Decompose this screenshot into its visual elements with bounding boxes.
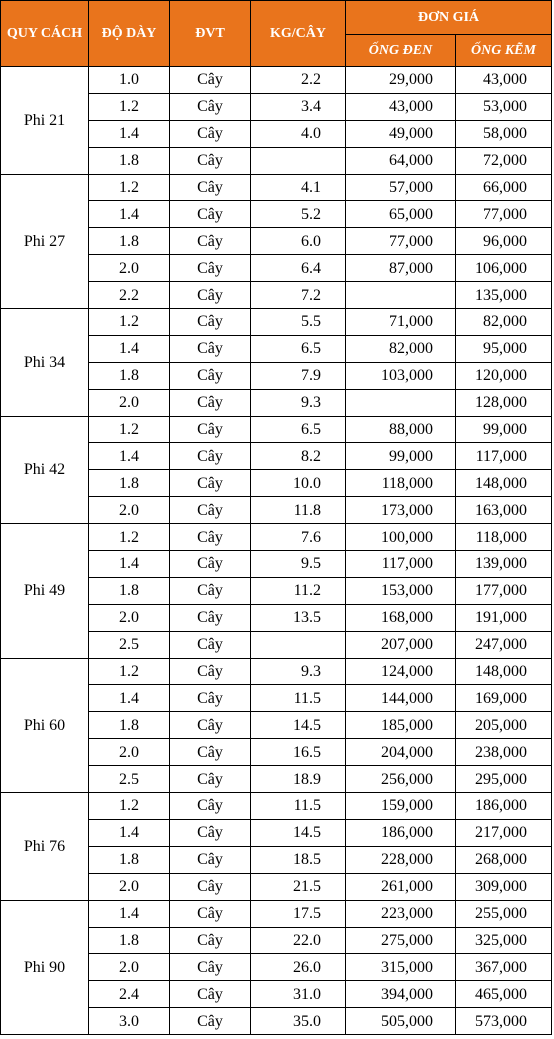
black-pipe-price-cell: 82,000 — [346, 335, 456, 362]
unit-cell: Cây — [170, 174, 251, 201]
kg-cell: 10.0 — [251, 470, 346, 497]
zinc-pipe-price-cell: 367,000 — [456, 954, 552, 981]
spec-cell: Phi 49 — [1, 524, 89, 658]
black-pipe-price-cell: 315,000 — [346, 954, 456, 981]
thickness-cell: 3.0 — [89, 1008, 170, 1035]
unit-cell: Cây — [170, 873, 251, 900]
unit-cell: Cây — [170, 93, 251, 120]
unit-cell: Cây — [170, 443, 251, 470]
header-unit: ĐVT — [170, 1, 251, 67]
zinc-pipe-price-cell: 58,000 — [456, 120, 552, 147]
kg-cell — [251, 631, 346, 658]
thickness-cell: 1.4 — [89, 819, 170, 846]
thickness-cell: 1.2 — [89, 309, 170, 336]
unit-cell: Cây — [170, 282, 251, 309]
thickness-cell: 1.2 — [89, 793, 170, 820]
thickness-cell: 1.2 — [89, 416, 170, 443]
zinc-pipe-price-cell: 96,000 — [456, 228, 552, 255]
zinc-pipe-price-cell: 135,000 — [456, 282, 552, 309]
zinc-pipe-price-cell: 238,000 — [456, 739, 552, 766]
thickness-cell: 2.0 — [89, 739, 170, 766]
kg-cell: 9.5 — [251, 551, 346, 578]
kg-cell: 14.5 — [251, 712, 346, 739]
kg-cell: 5.2 — [251, 201, 346, 228]
black-pipe-price-cell: 185,000 — [346, 712, 456, 739]
spec-cell: Phi 21 — [1, 67, 89, 175]
thickness-cell: 2.5 — [89, 631, 170, 658]
kg-cell: 21.5 — [251, 873, 346, 900]
zinc-pipe-price-cell: 53,000 — [456, 93, 552, 120]
table-header — [1, 1, 552, 67]
unit-cell: Cây — [170, 389, 251, 416]
thickness-cell: 1.4 — [89, 201, 170, 228]
unit-cell: Cây — [170, 981, 251, 1008]
unit-cell: Cây — [170, 524, 251, 551]
black-pipe-price-cell: 256,000 — [346, 766, 456, 793]
zinc-pipe-price-cell: 148,000 — [456, 470, 552, 497]
header-zinc-pipe: ỐNG KẼM — [456, 35, 552, 67]
black-pipe-price-cell: 261,000 — [346, 873, 456, 900]
header-price: ĐƠN GIÁ — [346, 1, 552, 35]
thickness-cell: 2.0 — [89, 873, 170, 900]
table-row — [1, 524, 552, 551]
table-body — [1, 67, 552, 1035]
zinc-pipe-price-cell: 66,000 — [456, 174, 552, 201]
black-pipe-price-cell: 186,000 — [346, 819, 456, 846]
black-pipe-price-cell: 153,000 — [346, 577, 456, 604]
unit-cell: Cây — [170, 954, 251, 981]
black-pipe-price-cell: 168,000 — [346, 604, 456, 631]
black-pipe-price-cell: 64,000 — [346, 147, 456, 174]
kg-cell: 7.9 — [251, 362, 346, 389]
black-pipe-price-cell: 275,000 — [346, 927, 456, 954]
thickness-cell: 2.2 — [89, 282, 170, 309]
unit-cell: Cây — [170, 228, 251, 255]
kg-cell: 35.0 — [251, 1008, 346, 1035]
black-pipe-price-cell: 159,000 — [346, 793, 456, 820]
black-pipe-price-cell — [346, 282, 456, 309]
black-pipe-price-cell: 173,000 — [346, 497, 456, 524]
kg-cell: 18.9 — [251, 766, 346, 793]
thickness-cell: 1.8 — [89, 147, 170, 174]
unit-cell: Cây — [170, 335, 251, 362]
kg-cell: 11.2 — [251, 577, 346, 604]
zinc-pipe-price-cell: 465,000 — [456, 981, 552, 1008]
table-row — [1, 658, 552, 685]
thickness-cell: 1.4 — [89, 335, 170, 362]
unit-cell: Cây — [170, 201, 251, 228]
zinc-pipe-price-cell: 95,000 — [456, 335, 552, 362]
table-row — [1, 416, 552, 443]
thickness-cell: 2.4 — [89, 981, 170, 1008]
thickness-cell: 2.0 — [89, 255, 170, 282]
unit-cell: Cây — [170, 416, 251, 443]
kg-cell: 31.0 — [251, 981, 346, 1008]
black-pipe-price-cell: 207,000 — [346, 631, 456, 658]
kg-cell: 9.3 — [251, 658, 346, 685]
zinc-pipe-price-cell: 128,000 — [456, 389, 552, 416]
unit-cell: Cây — [170, 766, 251, 793]
zinc-pipe-price-cell: 169,000 — [456, 685, 552, 712]
kg-cell: 11.5 — [251, 685, 346, 712]
thickness-cell: 1.8 — [89, 927, 170, 954]
thickness-cell: 1.0 — [89, 67, 170, 94]
header-thickness: ĐỘ DÀY — [89, 1, 170, 67]
table-row — [1, 67, 552, 94]
unit-cell: Cây — [170, 577, 251, 604]
unit-cell: Cây — [170, 927, 251, 954]
unit-cell: Cây — [170, 604, 251, 631]
zinc-pipe-price-cell: 148,000 — [456, 658, 552, 685]
zinc-pipe-price-cell: 205,000 — [456, 712, 552, 739]
unit-cell: Cây — [170, 120, 251, 147]
zinc-pipe-price-cell: 106,000 — [456, 255, 552, 282]
black-pipe-price-cell: 99,000 — [346, 443, 456, 470]
zinc-pipe-price-cell: 268,000 — [456, 846, 552, 873]
thickness-cell: 1.8 — [89, 228, 170, 255]
zinc-pipe-price-cell: 191,000 — [456, 604, 552, 631]
black-pipe-price-cell: 505,000 — [346, 1008, 456, 1035]
zinc-pipe-price-cell: 217,000 — [456, 819, 552, 846]
kg-cell: 7.2 — [251, 282, 346, 309]
thickness-cell: 2.0 — [89, 954, 170, 981]
zinc-pipe-price-cell: 118,000 — [456, 524, 552, 551]
zinc-pipe-price-cell: 139,000 — [456, 551, 552, 578]
unit-cell: Cây — [170, 739, 251, 766]
kg-cell: 3.4 — [251, 93, 346, 120]
kg-cell: 17.5 — [251, 900, 346, 927]
table-row — [1, 900, 552, 927]
unit-cell: Cây — [170, 362, 251, 389]
unit-cell: Cây — [170, 497, 251, 524]
zinc-pipe-price-cell: 117,000 — [456, 443, 552, 470]
thickness-cell: 1.4 — [89, 443, 170, 470]
thickness-cell: 1.2 — [89, 174, 170, 201]
kg-cell: 4.0 — [251, 120, 346, 147]
zinc-pipe-price-cell: 325,000 — [456, 927, 552, 954]
zinc-pipe-price-cell: 309,000 — [456, 873, 552, 900]
black-pipe-price-cell: 57,000 — [346, 174, 456, 201]
zinc-pipe-price-cell: 295,000 — [456, 766, 552, 793]
kg-cell: 9.3 — [251, 389, 346, 416]
kg-cell: 6.4 — [251, 255, 346, 282]
zinc-pipe-price-cell: 573,000 — [456, 1008, 552, 1035]
kg-cell — [251, 147, 346, 174]
spec-cell: Phi 27 — [1, 174, 89, 308]
zinc-pipe-price-cell: 247,000 — [456, 631, 552, 658]
black-pipe-price-cell: 124,000 — [346, 658, 456, 685]
unit-cell: Cây — [170, 147, 251, 174]
zinc-pipe-price-cell: 77,000 — [456, 201, 552, 228]
unit-cell: Cây — [170, 685, 251, 712]
thickness-cell: 1.8 — [89, 712, 170, 739]
unit-cell: Cây — [170, 67, 251, 94]
zinc-pipe-price-cell: 120,000 — [456, 362, 552, 389]
unit-cell: Cây — [170, 658, 251, 685]
thickness-cell: 1.2 — [89, 524, 170, 551]
kg-cell: 6.5 — [251, 416, 346, 443]
kg-cell: 18.5 — [251, 846, 346, 873]
unit-cell: Cây — [170, 631, 251, 658]
spec-cell: Phi 90 — [1, 900, 89, 1034]
thickness-cell: 1.2 — [89, 93, 170, 120]
kg-cell: 8.2 — [251, 443, 346, 470]
kg-cell: 6.0 — [251, 228, 346, 255]
black-pipe-price-cell: 87,000 — [346, 255, 456, 282]
unit-cell: Cây — [170, 819, 251, 846]
unit-cell: Cây — [170, 900, 251, 927]
black-pipe-price-cell: 43,000 — [346, 93, 456, 120]
black-pipe-price-cell — [346, 389, 456, 416]
zinc-pipe-price-cell: 99,000 — [456, 416, 552, 443]
thickness-cell: 2.0 — [89, 497, 170, 524]
thickness-cell: 1.8 — [89, 577, 170, 604]
black-pipe-price-cell: 228,000 — [346, 846, 456, 873]
black-pipe-price-cell: 71,000 — [346, 309, 456, 336]
black-pipe-price-cell: 117,000 — [346, 551, 456, 578]
thickness-cell: 1.2 — [89, 658, 170, 685]
black-pipe-price-cell: 223,000 — [346, 900, 456, 927]
spec-cell: Phi 76 — [1, 793, 89, 901]
unit-cell: Cây — [170, 470, 251, 497]
unit-cell: Cây — [170, 712, 251, 739]
unit-cell: Cây — [170, 551, 251, 578]
zinc-pipe-price-cell: 177,000 — [456, 577, 552, 604]
thickness-cell: 1.8 — [89, 846, 170, 873]
unit-cell: Cây — [170, 846, 251, 873]
zinc-pipe-price-cell: 43,000 — [456, 67, 552, 94]
black-pipe-price-cell: 394,000 — [346, 981, 456, 1008]
unit-cell: Cây — [170, 793, 251, 820]
unit-cell: Cây — [170, 1008, 251, 1035]
spec-cell: Phi 60 — [1, 658, 89, 792]
black-pipe-price-cell: 29,000 — [346, 67, 456, 94]
kg-cell: 14.5 — [251, 819, 346, 846]
black-pipe-price-cell: 144,000 — [346, 685, 456, 712]
header-black-pipe: ỐNG ĐEN — [346, 35, 456, 67]
kg-cell: 7.6 — [251, 524, 346, 551]
zinc-pipe-price-cell: 255,000 — [456, 900, 552, 927]
kg-cell: 11.5 — [251, 793, 346, 820]
black-pipe-price-cell: 88,000 — [346, 416, 456, 443]
table-row — [1, 174, 552, 201]
table-row — [1, 793, 552, 820]
unit-cell: Cây — [170, 309, 251, 336]
thickness-cell: 1.8 — [89, 470, 170, 497]
unit-cell: Cây — [170, 255, 251, 282]
thickness-cell: 2.0 — [89, 604, 170, 631]
thickness-cell: 2.0 — [89, 389, 170, 416]
kg-cell: 26.0 — [251, 954, 346, 981]
table-row — [1, 309, 552, 336]
kg-cell: 4.1 — [251, 174, 346, 201]
kg-cell: 2.2 — [251, 67, 346, 94]
thickness-cell: 1.8 — [89, 362, 170, 389]
thickness-cell: 1.4 — [89, 120, 170, 147]
header-kg-per-unit: KG/CÂY — [251, 1, 346, 67]
black-pipe-price-cell: 118,000 — [346, 470, 456, 497]
zinc-pipe-price-cell: 82,000 — [456, 309, 552, 336]
header-spec: QUY CÁCH — [1, 1, 89, 67]
kg-cell: 5.5 — [251, 309, 346, 336]
kg-cell: 13.5 — [251, 604, 346, 631]
spec-cell: Phi 42 — [1, 416, 89, 524]
thickness-cell: 1.4 — [89, 900, 170, 927]
kg-cell: 22.0 — [251, 927, 346, 954]
zinc-pipe-price-cell: 72,000 — [456, 147, 552, 174]
black-pipe-price-cell: 65,000 — [346, 201, 456, 228]
kg-cell: 6.5 — [251, 335, 346, 362]
zinc-pipe-price-cell: 163,000 — [456, 497, 552, 524]
kg-cell: 11.8 — [251, 497, 346, 524]
black-pipe-price-cell: 103,000 — [346, 362, 456, 389]
black-pipe-price-cell: 77,000 — [346, 228, 456, 255]
spec-cell: Phi 34 — [1, 309, 89, 417]
kg-cell: 16.5 — [251, 739, 346, 766]
thickness-cell: 2.5 — [89, 766, 170, 793]
black-pipe-price-cell: 204,000 — [346, 739, 456, 766]
thickness-cell: 1.4 — [89, 551, 170, 578]
black-pipe-price-cell: 49,000 — [346, 120, 456, 147]
zinc-pipe-price-cell: 186,000 — [456, 793, 552, 820]
thickness-cell: 1.4 — [89, 685, 170, 712]
black-pipe-price-cell: 100,000 — [346, 524, 456, 551]
